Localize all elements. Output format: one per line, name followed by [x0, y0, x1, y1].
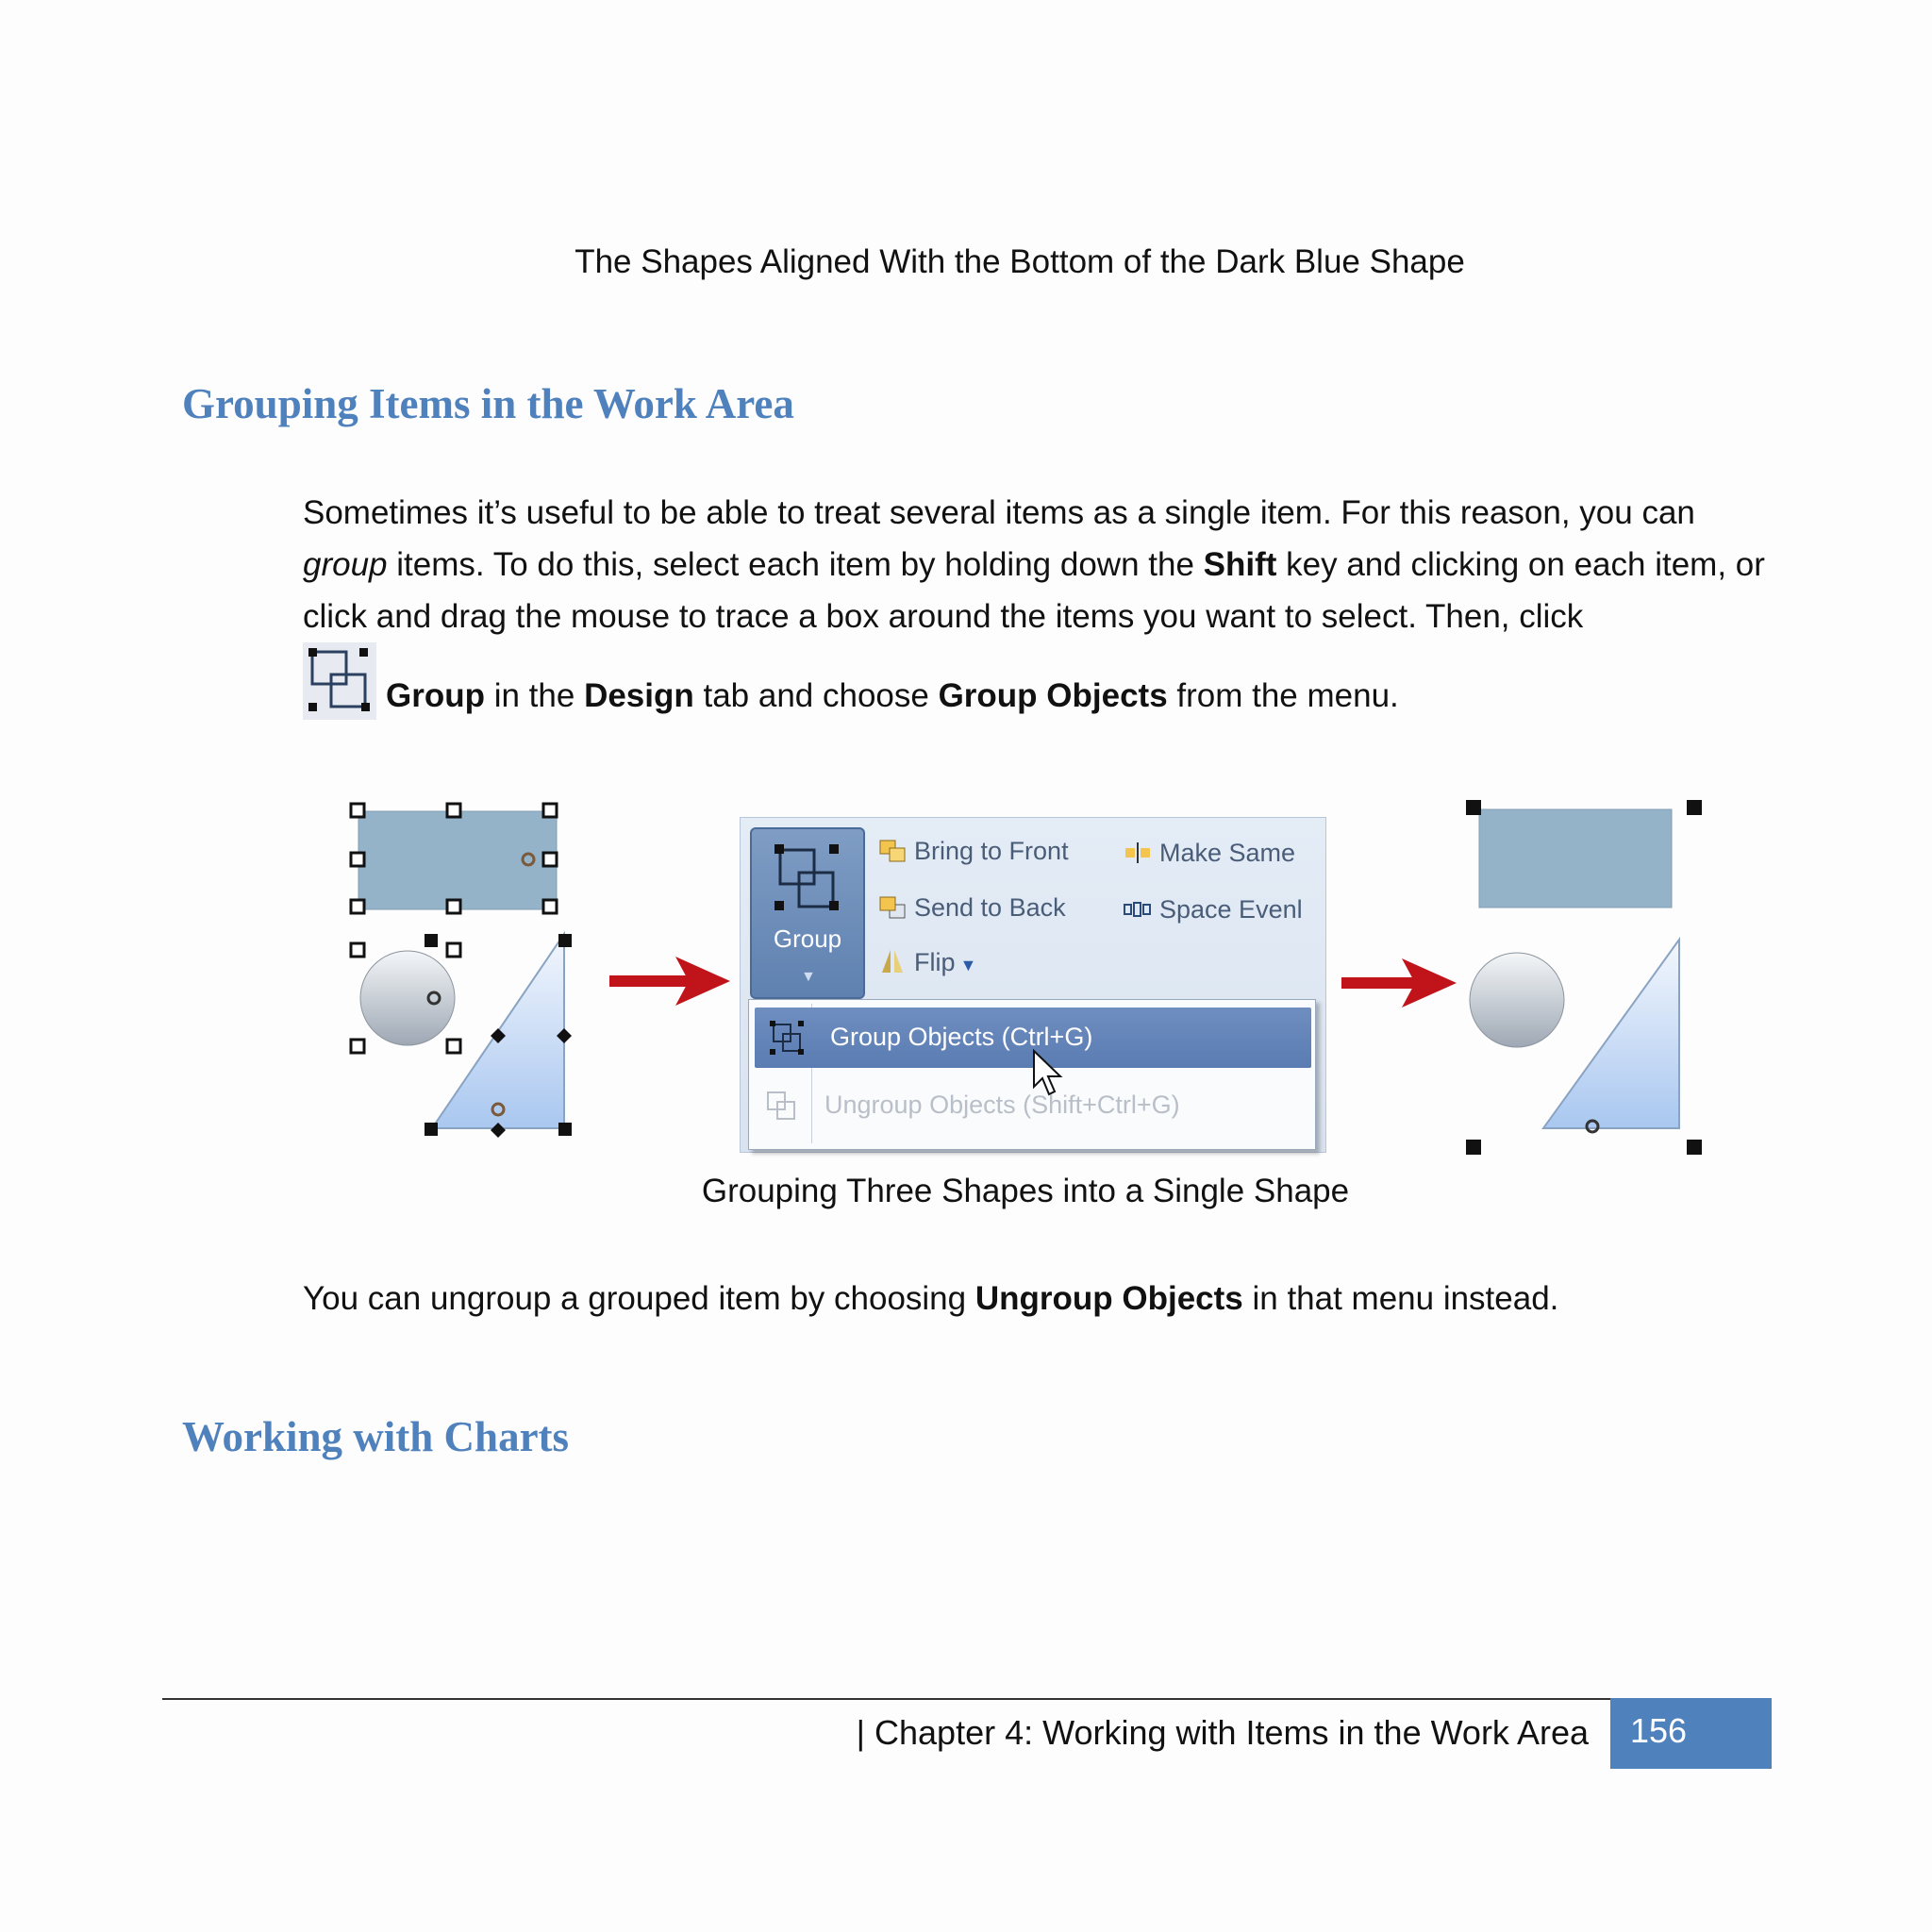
page-number: 156 [1630, 1711, 1688, 1750]
make-same-label: Make Same [1159, 839, 1296, 867]
footer-chapter-title: | Chapter 4: Working with Items in the Work Area [856, 1713, 1589, 1752]
send-to-back-button[interactable] [878, 893, 1066, 923]
section-heading-grouping: Grouping Items in the Work Area [182, 380, 794, 427]
flip-label: Flip [914, 948, 956, 976]
para-bold-ungroup-objects: Ungroup Objects [974, 1280, 1243, 1317]
grouped-shapes-image [1462, 792, 1717, 1160]
right-arrow-icon [609, 953, 732, 1009]
para-bold-shift: Shift [1203, 546, 1277, 583]
flip-dropdown-icon: ▼ [955, 956, 977, 974]
chevron-down-icon: ▼ [801, 969, 816, 985]
page-number-box [1610, 1698, 1772, 1769]
group-icon [773, 842, 842, 918]
figure-caption-top: The Shapes Aligned With the Bottom of the Dark Blue Shape [575, 243, 1465, 280]
bring-to-front-label: Bring to Front [914, 837, 1069, 865]
footer-rule [162, 1698, 1770, 1700]
menu-item-ungroup-objects[interactable] [749, 1075, 1306, 1136]
para-text: items. To do this, select each item by holding down the [387, 546, 1204, 583]
flip-button[interactable] [878, 946, 976, 977]
para-text: Sometimes it’s useful to be able to treat several items as a single item. For this reason, you can [303, 494, 1695, 531]
para-text: in that menu instead. [1242, 1280, 1559, 1317]
bring-to-front-button[interactable] [878, 837, 1069, 866]
flip-icon [878, 946, 907, 971]
make-same-icon [1124, 841, 1152, 865]
send-to-back-icon [878, 895, 907, 920]
space-evenly-icon [1124, 897, 1152, 922]
para-text: You can ungroup a grouped item by choosing [303, 1280, 975, 1317]
para-text: tab and choose [693, 677, 939, 714]
ungroup-objects-icon [762, 1087, 800, 1124]
paragraph-grouping [303, 487, 1774, 722]
group-objects-icon [768, 1019, 806, 1057]
group-icon [303, 642, 376, 720]
selected-shapes-image [340, 792, 585, 1151]
para-bold-group: Group [386, 677, 485, 714]
para-text: key and clicking on each item, or click and drag the mouse to trace a box around the items you want to select. Then, click [303, 546, 1765, 635]
make-same-button[interactable] [1124, 839, 1295, 868]
right-arrow-icon [1341, 955, 1458, 1011]
paragraph-ungroup [303, 1273, 1774, 1324]
space-evenly-label: Space Evenl [1159, 895, 1303, 924]
bring-to-front-icon [878, 839, 907, 863]
send-to-back-label: Send to Back [914, 893, 1066, 922]
menu-item-label: Ungroup Objects (Shift+Ctrl+G) [824, 1091, 1180, 1119]
para-bold-design: Design [584, 677, 694, 714]
space-evenly-button[interactable] [1124, 895, 1322, 924]
menu-item-label: Group Objects (Ctrl+G) [830, 1023, 1093, 1051]
para-text: in the [484, 677, 585, 714]
mouse-cursor-icon [1032, 1049, 1066, 1098]
para-italic-group: group [303, 546, 388, 583]
figure-caption: Grouping Three Shapes into a Single Shape [701, 1173, 1350, 1209]
group-button-label: Group [773, 924, 842, 953]
para-bold-group-objects: Group Objects [938, 677, 1168, 714]
para-text: from the menu. [1167, 677, 1399, 714]
group-button[interactable] [750, 827, 865, 999]
grouping-figure [340, 792, 1717, 1170]
design-ribbon [740, 817, 1326, 1153]
section-heading-charts: Working with Charts [182, 1413, 570, 1460]
